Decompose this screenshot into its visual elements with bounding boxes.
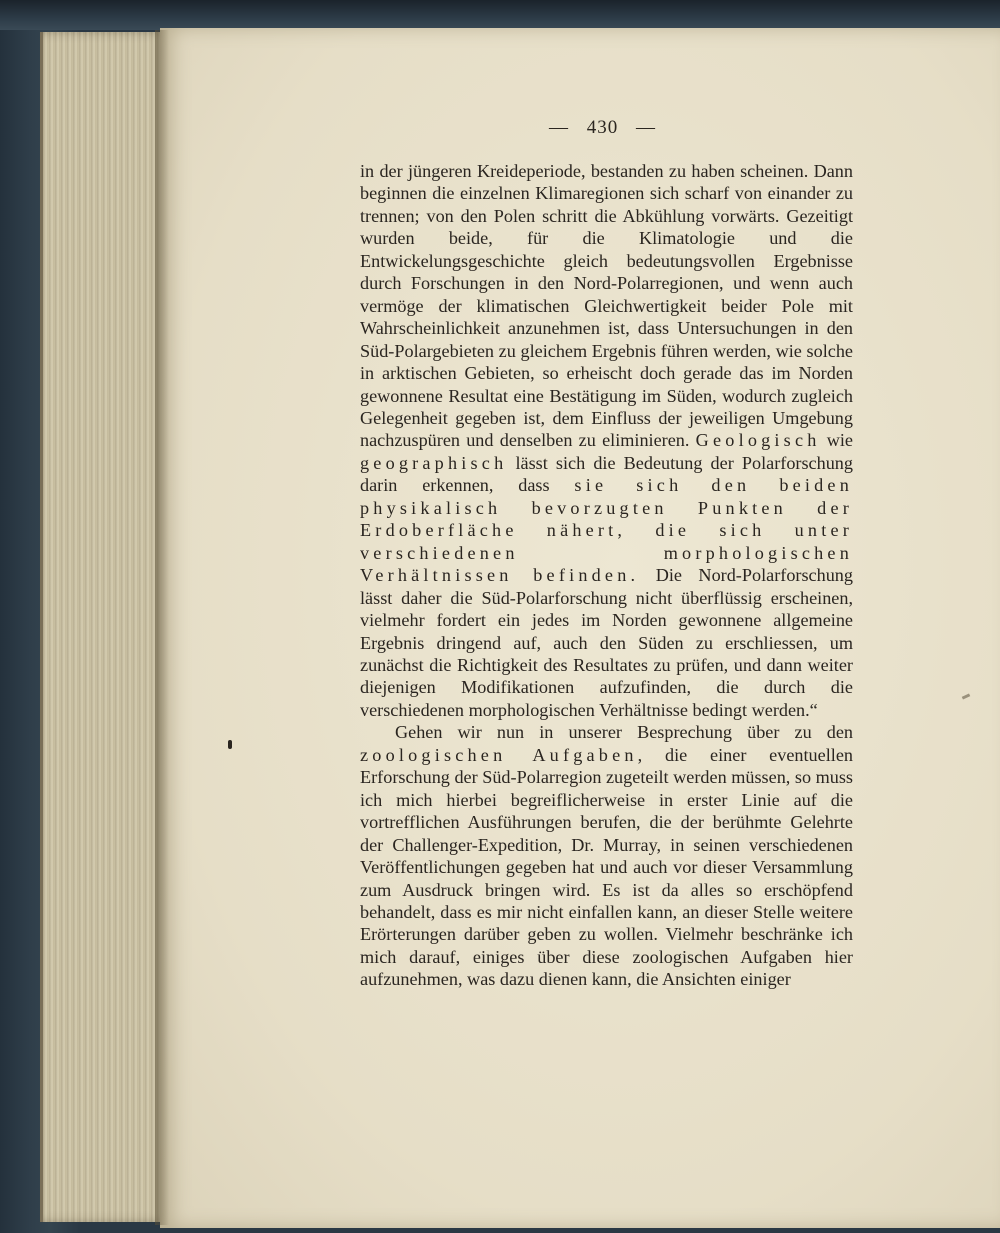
text-segment: Die Nord-Polarforschung lässt daher die Süd-Polarforschung nicht überflüssig erscheinen, vielmehr fordert ein jedes im Norden gewonnene allgemeine Ergebnis dringend auf, auch den Süden zu erschliessen, um zunächst die Richtigkeit des Resultates zu prüfen, und dann weiter diejenigen Modifikationen aufzufinden, die durch die verschiedenen morphologischen Verhältnisse bedingt werden.“ (360, 565, 853, 720)
gutter-shadow (155, 30, 169, 1225)
spaced-text-segment: geographisch (360, 452, 508, 473)
text-segment: wie (820, 430, 854, 451)
header-dash-left: — (549, 117, 569, 138)
text-segment: lässt sich die Bedeutung der Polarforschung darin erkennen, dass (360, 452, 853, 496)
book-cover-top-edge (0, 0, 1000, 30)
margin-ink-mark (228, 740, 232, 749)
paragraph-1 (360, 160, 853, 721)
page-edges-stack (40, 32, 168, 1222)
page-header (0, 117, 1000, 139)
paragraph-2 (360, 721, 853, 990)
spaced-text-segment: sie sich den beiden physikalisch bevorzugten Punkten der Erdoberfläche nähert, die sich unter verschiedenen morphologischen Verhältnissen befinden. (360, 475, 853, 586)
body-text (360, 160, 853, 991)
text-segment: Gehen wir nun in unserer Besprechung über zu den (395, 722, 853, 743)
page-number: 430 (586, 117, 619, 138)
header-dash-right: — (636, 117, 656, 138)
spaced-text-segment: Geologisch (695, 430, 821, 451)
text-segment: in der jüngeren Kreideperiode, bestanden zu haben scheinen. Dann beginnen die einzelnen Klimaregionen sich scharf von einander zu trennen; von den Polen schritt die Abkühlung vorwärts. Gezeitigt wurden beide, für die Klimatologie und die Entwickelungsgeschichte gleich bedeutungsvollen Ergebnisse durch Forschungen in den Nord-Polarregionen, und wenn auch vermöge der klimatischen Gleichwertigkeit beider Pole mit Wahrscheinlichkeit anzunehmen ist, dass Untersuchungen in den Süd-Polargebieten zu gleichem Ergebnis führen werden, wie solche in arktischen Gebieten, so erheischt doch gerade das im Norden gewonnene Resultat eine Bestätigung im Süden, wodurch zugleich Gelegenheit gegeben ist, dem Einfluss der jeweiligen Umgebung nachzuspüren und denselben zu eliminieren. (360, 161, 853, 451)
spaced-text-segment: zoologischen Aufgaben (360, 744, 638, 765)
text-segment: , die einer eventuellen Erforschung der Süd-Polarregion zugeteilt werden müssen, so muss ich mich hierbei begreiflicherweise in erster Linie auf die vortrefflichen Ausführungen berufen, die der berühmte Gelehrte der Challenger-Expedition, Dr. Murray, in seinen verschiedenen Veröffentlichungen gegeben hat und auch vor dieser Versammlung zum Ausdruck bringen wird. Es ist da alles so erschöpfend behandelt, dass es mir nicht einfallen kann, an dieser Stelle weitere Erörterungen darüber geben zu wollen. Vielmehr beschränke ich mich darauf, einiges über diese zoologischen Aufgaben hier aufzunehmen, was dazu dienen kann, die Ansichten einiger (360, 744, 853, 990)
